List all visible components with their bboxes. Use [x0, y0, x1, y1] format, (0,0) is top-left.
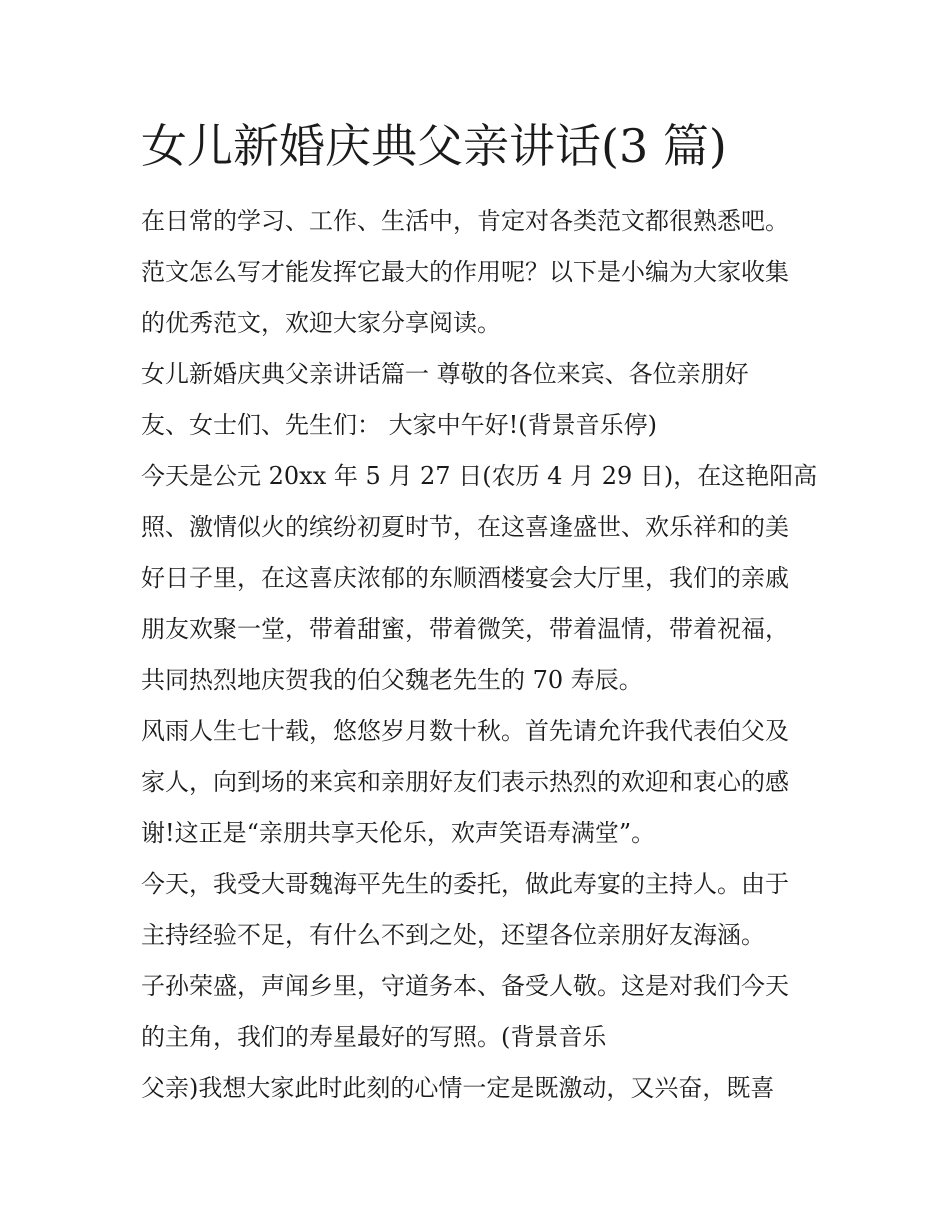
text-line: 子孙荣盛，声闻乡里，守道务本、备受人敬。这是对我们今天 [141, 972, 789, 1000]
text-line: 谢!这正是“亲朋共享天伦乐，欢声笑语寿满堂”。 [141, 819, 656, 847]
text-line: 风雨人生七十载，悠悠岁月数十秋。首先请允许我代表伯父及 [141, 717, 789, 745]
text-line: 的主角，我们的寿星最好的写照。(背景音乐 [141, 1023, 607, 1051]
text-line: 朋友欢聚一堂，带着甜蜜，带着微笑，带着温情，带着祝福， [141, 615, 789, 643]
text-line: 父亲)我想大家此时此刻的心情一定是既激动，又兴奋，既喜 [141, 1074, 775, 1102]
text-line: 共同热烈地庆贺我的伯父魏老先生的 70 寿辰。 [141, 666, 643, 694]
text-line: 主持经验不足，有什么不到之处，还望各位亲朋好友海涵。 [141, 921, 765, 949]
text-line: 在日常的学习、工作、生活中，肯定对各类范文都很熟悉吧。 [141, 207, 789, 235]
text-line: 女儿新婚庆典父亲讲话篇一 尊敬的各位来宾、各位亲朋好 [141, 360, 749, 388]
document-title: 女儿新婚庆典父亲讲话(3 篇) [141, 119, 727, 173]
text-line: 家人，向到场的来宾和亲朋好友们表示热烈的欢迎和衷心的感 [141, 768, 789, 796]
document-body [141, 196, 821, 1114]
text-line: 好日子里，在这喜庆浓郁的东顺酒楼宴会大厅里，我们的亲戚 [141, 564, 789, 592]
text-line: 友、女士们、先生们： 大家中午好!(背景音乐停) [141, 411, 657, 439]
text-line: 范文怎么写才能发挥它最大的作用呢？以下是小编为大家收集 [141, 258, 789, 286]
text-line: 今天，我受大哥魏海平先生的委托，做此寿宴的主持人。由于 [141, 870, 789, 898]
text-line: 照、激情似火的缤纷初夏时节，在这喜逢盛世、欢乐祥和的美 [141, 513, 789, 541]
text-line: 的优秀范文，欢迎大家分享阅读。 [141, 309, 501, 337]
text-line: 今天是公元 20xx 年 5 月 27 日(农历 4 月 29 日)，在这艳阳高 [141, 462, 818, 490]
